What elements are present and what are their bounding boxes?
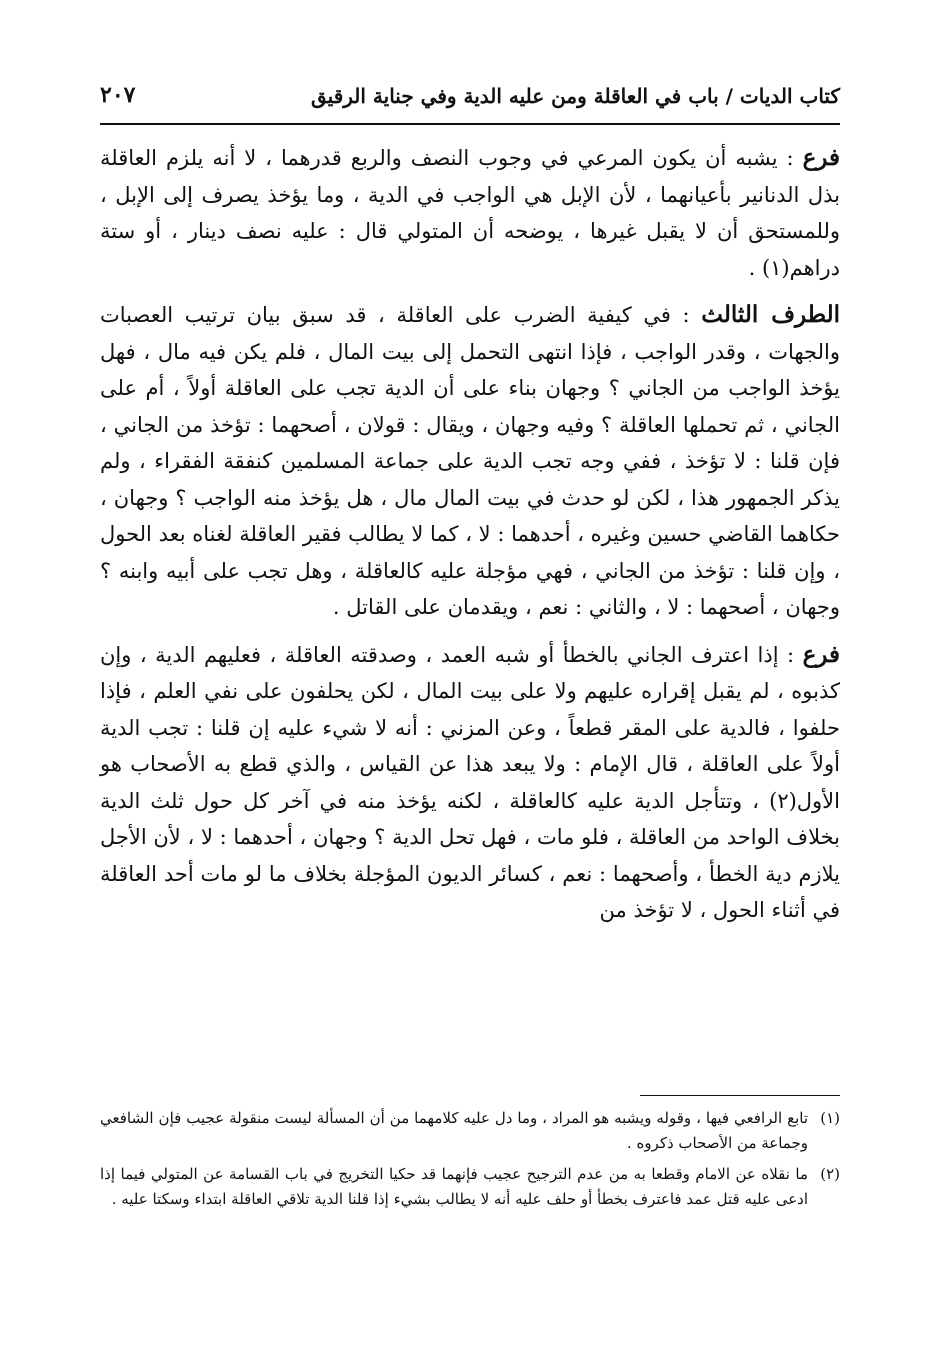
footnotes — [100, 1106, 840, 1218]
footnote-separator — [640, 1095, 840, 1096]
header-rule — [100, 123, 840, 125]
page-number: ٢٠٧ — [100, 82, 136, 108]
paragraph-text: : إذا اعترف الجاني بالخطأ أو شبه العمد ، وصدقته العاقلة ، فعليهم الدية ، وإن كذبوه ، لم يقبل إقراره عليهم ولا على بيت المال ، لكن يحلفون على نفي العلم ، فإذا حلفوا ، فالدية على المقر قطعاً ، وعن المزني : أنه لا شيء عليه إن قلنا : تجب الدية أولاً على العاقلة ، قال الإمام : ولا يبعد هذا عن القياس ، والذي قطع به الأصحاب هو الأول(٢) ، وتتأجل الدية عليه كالعاقلة ، لكنه يؤخذ منه في آخر كل حول ثلث الدية بخلاف الواحد من العاقلة ، فلو مات ، فهل تحل الدية ؟ وجهان ، أحدهما : لا ، لأن الأجل يلازم دية الخطأ ، وأصحهما : نعم ، كسائر الديون المؤجلة بخلاف ما لو مات أحد العاقلة في أثناء الحول ، لا تؤخذ من — [100, 642, 840, 922]
footnote-2 — [100, 1162, 840, 1212]
footnote-number: (٢) — [820, 1165, 840, 1183]
running-title: كتاب الديات / باب في العاقلة ومن عليه الدية وفي جناية الرقيق — [310, 84, 840, 108]
paragraph-text: : يشبه أن يكون المرعي في وجوب النصف والربع قدرهما ، لا أنه يلزم العاقلة بذل الدنانير بأعيانهما ، لأن الإبل هي الواجب في الدية ، وما يؤخذ يصرف إلى الإبل ، وللمستحق أن لا يقبل غيرها ، يوضحه أن المتولي قال : عليه نصف دينار ، أو ستة دراهم(١) . — [100, 146, 840, 280]
footnote-text: تابع الرافعي فيها ، وقوله ويشبه هو المراد ، وما دل عليه كلامهما من أن المسألة ليست منقولة عجيب فإن الشافعي وجماعة من الأصحاب ذكروه . — [100, 1109, 808, 1152]
paragraph-far-1 — [100, 140, 840, 286]
paragraph-heading: فرع — [802, 144, 840, 171]
footnote-number: (١) — [820, 1109, 840, 1127]
footnote-text: ما نقلاه عن الامام وقطعا به من عدم الترجيح عجيب فإنهما قد حكيا التخريج في باب القسامة عن المتولي فيما إذا ادعى عليه قتل عمد فاعترف بخطأ أو حلف عليه أنه لا يطالب بشيء إذا قلنا الدية تلاقي العاقلة ابتداء وسكتا عليه . — [100, 1165, 808, 1208]
main-text — [100, 140, 840, 940]
paragraph-text: : في كيفية الضرب على العاقلة ، قد سبق بيان ترتيب العصبات والجهات ، وقدر الواجب ، فإذا انتهى التحمل إلى بيت المال ، فلم يكن فيه مال ، فهل يؤخذ الواجب من الجاني ؟ وجهان بناء على أن الدية تجب على العاقلة أولاً ، أم على الجاني ، ثم تحملها العاقلة ؟ وفيه وجهان ، ويقال : قولان ، أصحهما : تؤخذ من الجاني ، فإن قلنا : لا تؤخذ ، ففي وجه تجب الدية على جماعة المسلمين كنفقة الفقراء ، ولم يذكر الجمهور هذا ، لكن لو حدث في بيت المال مال ، هل يؤخذ منه الواجب ؟ وجهان ، حكاهما القاضي حسين وغيره ، أحدهما : لا ، كما لا يطالب فقير العاقلة لغناه بعد الحول ، وإن قلنا : تؤخذ من الجاني ، فهي مؤجلة عليه كالعاقلة ، وهل تجب على أبيه وابنه ؟ وجهان ، أصحهما : لا ، والثاني : نعم ، ويقدمان على القاتل . — [100, 303, 840, 619]
paragraph-heading: الطرف الثالث — [701, 301, 840, 328]
paragraph-far-2 — [100, 637, 840, 929]
paragraph-third-section — [100, 297, 840, 626]
page-header — [100, 80, 840, 124]
paragraph-heading: فرع — [802, 640, 840, 668]
footnote-1 — [100, 1106, 840, 1156]
